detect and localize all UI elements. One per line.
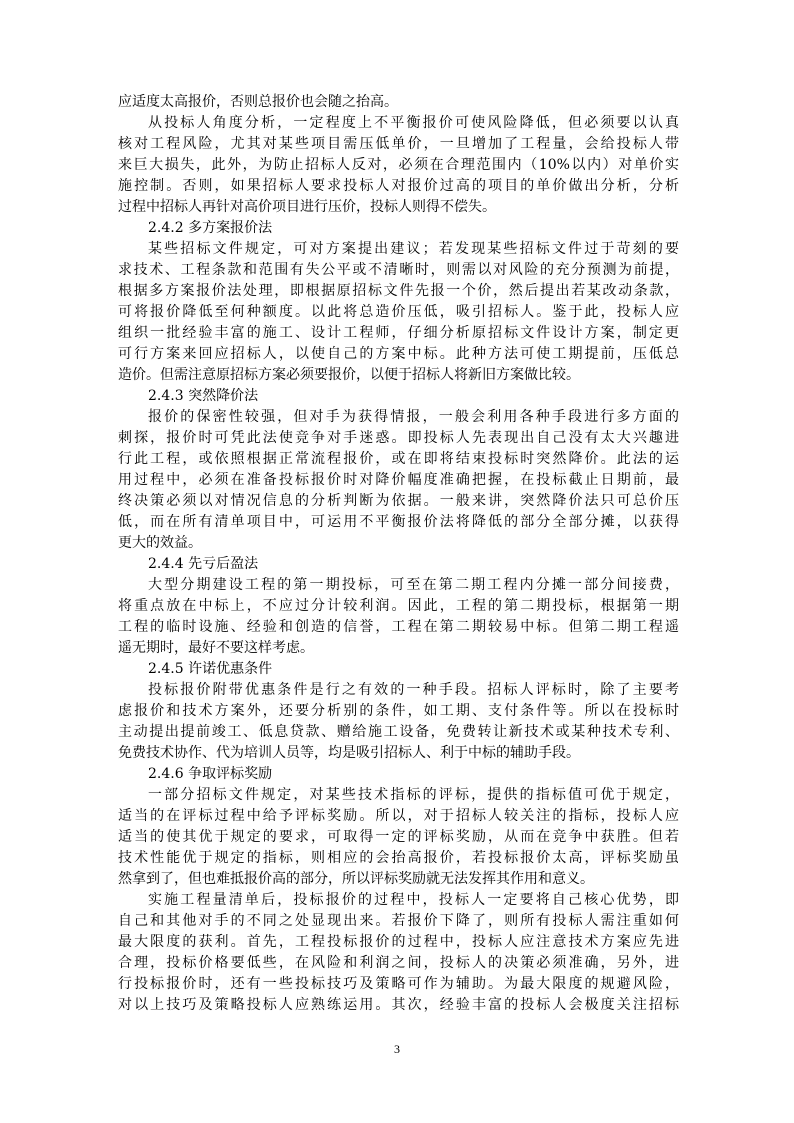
text-line: 低，而在所有清单项目中，可运用不平衡报价法将降低的部分全部分摊，以获得 (118, 514, 679, 530)
text-line: 实施工程量清单后，投标报价的过程中，投标人一定要将自己核心优势，即 (148, 892, 679, 908)
text-line: 过程中招标人再针对高价项目进行压价，投标人则得不偿失。 (118, 199, 496, 215)
text-line: 来巨大损失，此外，为防止招标人反对，必须在合理范围内（10%以内）对单价实 (118, 157, 679, 173)
section-heading: 2.4.6 争取评标奖励 (148, 766, 273, 782)
text-line: 免费技术协作、代为培训人员等，均是吸引招标人、利于中标的辅助手段。 (118, 745, 580, 761)
section-2-4-6 (118, 764, 679, 890)
text-line: 刺探，报价时可凭此法使竞争对手迷惑。即投标人先表现出自己没有太大兴趣进 (118, 430, 679, 446)
text-line: 更大的效益。 (118, 535, 202, 551)
text-line: 终决策必须以对情况信息的分析判断为依据。一般来讲，突然降价法只可总价压 (118, 493, 679, 509)
section-2-4-5 (118, 659, 679, 764)
text-line: 求技术、工程条款和范围有失公平或不清晰时，则需以对风险的充分预测为前提， (118, 262, 679, 278)
text-line: 一部分招标文件规定，对某些技术指标的评标，提供的指标值可优于规定， (148, 787, 679, 803)
text-line: 适当的使其优于规定的要求，可取得一定的评标奖励，从而在竞争中获胜。但若 (118, 829, 679, 845)
text-line: 报价的保密性较强，但对手为获得情报，一般会利用各种手段进行多方面的 (148, 409, 679, 425)
body-text (118, 92, 679, 1016)
text-line: 最大限度的获利。首先，工程投标报价的过程中，投标人应注意技术方案应先进 (118, 934, 679, 950)
text-line: 然拿到了，但也难抵报价高的部分，所以评标奖励就无法发挥其作用和意义。 (118, 871, 594, 887)
text-line: 将重点放在中标上，不应过分计较利润。因此，工程的第二期投标，根据第一期 (118, 598, 679, 614)
text-line: 核对工程风险，尤其对某些项目需压低单价，一旦增加了工程量，会给投标人带 (118, 136, 679, 152)
text-line: 技术性能优于规定的指标，则相应的会抬高报价，若投标报价太高，评标奖励虽 (118, 850, 679, 866)
text-line: 大型分期建设工程的第一期投标，可至在第二期工程内分摊一部分间接费， (148, 577, 679, 593)
section-2-4-2 (118, 218, 679, 386)
text-line: 虑报价和技术方案外，还要分析别的条件，如工期、支付条件等。所以在投标时 (118, 703, 679, 719)
text-line: 适当的在评标过程中给予评标奖励。所以，对于招标人较关注的指标，投标人应 (118, 808, 679, 824)
text-line: 工程的临时设施、经验和创造的信誉，工程在第二期较易中标。但第二期工程遥 (118, 619, 679, 635)
paragraph-closing (118, 890, 679, 1016)
text-line: 遥无期时，最好不要这样考虑。 (118, 640, 314, 656)
text-line: 合理，投标价格要低些，在风险和利润之间，投标人的决策必须准确，另外，进 (118, 955, 679, 971)
text-line: 自己和其他对手的不同之处显现出来。若报价下降了，则所有投标人需注重如何 (118, 913, 679, 929)
section-heading: 2.4.2 多方案报价法 (148, 220, 273, 236)
text-line: 行投标报价时，还有一些投标技巧及策略可作为辅助。为最大限度的规避风险， (118, 976, 679, 992)
page-number: 3 (394, 1042, 400, 1056)
text-line: 应适度太高报价，否则总报价也会随之抬高。 (118, 94, 398, 110)
section-heading: 2.4.5 许诺优惠条件 (148, 661, 273, 677)
text-line: 施控制。否则，如果招标人要求投标人对报价过高的项目的单价做出分析，分析 (118, 178, 679, 194)
text-line: 行此工程，或依照根据正常流程报价，或在即将结束投标时突然降价。此法的运 (118, 451, 679, 467)
text-line: 从投标人角度分析，一定程度上不平衡报价可使风险降低，但必须要以认真 (148, 115, 679, 131)
section-heading: 2.4.3 突然降价法 (148, 388, 259, 404)
paragraph-risk-analysis (118, 113, 679, 218)
text-line: 根据多方案报价法处理，即根据原招标文件先报一个价，然后提出若某改动条款， (118, 283, 679, 299)
paragraph-continued (118, 92, 679, 113)
text-line: 用过程中，必须在准备投标报价时对降价幅度准确把握，在投标截止日期前，最 (118, 472, 679, 488)
section-heading: 2.4.4 先亏后盈法 (148, 556, 259, 572)
text-line: 可将报价降低至何种额度。以此将总造价压低，吸引招标人。鉴于此，投标人应 (118, 304, 679, 320)
text-line: 组织一批经验丰富的施工、设计工程师，仔细分析原招标文件设计方案，制定更 (118, 325, 679, 341)
section-2-4-3 (118, 386, 679, 554)
text-line: 某些招标文件规定，可对方案提出建议；若发现某些招标文件过于苛刻的要 (148, 241, 679, 257)
text-line: 投标报价附带优惠条件是行之有效的一种手段。招标人评标时，除了主要考 (148, 682, 679, 698)
text-line: 造价。但需注意原招标方案必须要报价，以便于招标人将新旧方案做比较。 (118, 367, 580, 383)
text-line: 可行方案来回应招标人，以使自己的方案中标。此种方法可使工期提前，压低总 (118, 346, 679, 362)
section-2-4-4 (118, 554, 679, 659)
text-line: 主动提出提前竣工、低息贷款、赠给施工设备，免费转让新技术或某种技术专利、 (118, 724, 679, 740)
text-line: 对以上技巧及策略投标人应熟练运用。其次，经验丰富的投标人会极度关注招标 (118, 997, 679, 1013)
